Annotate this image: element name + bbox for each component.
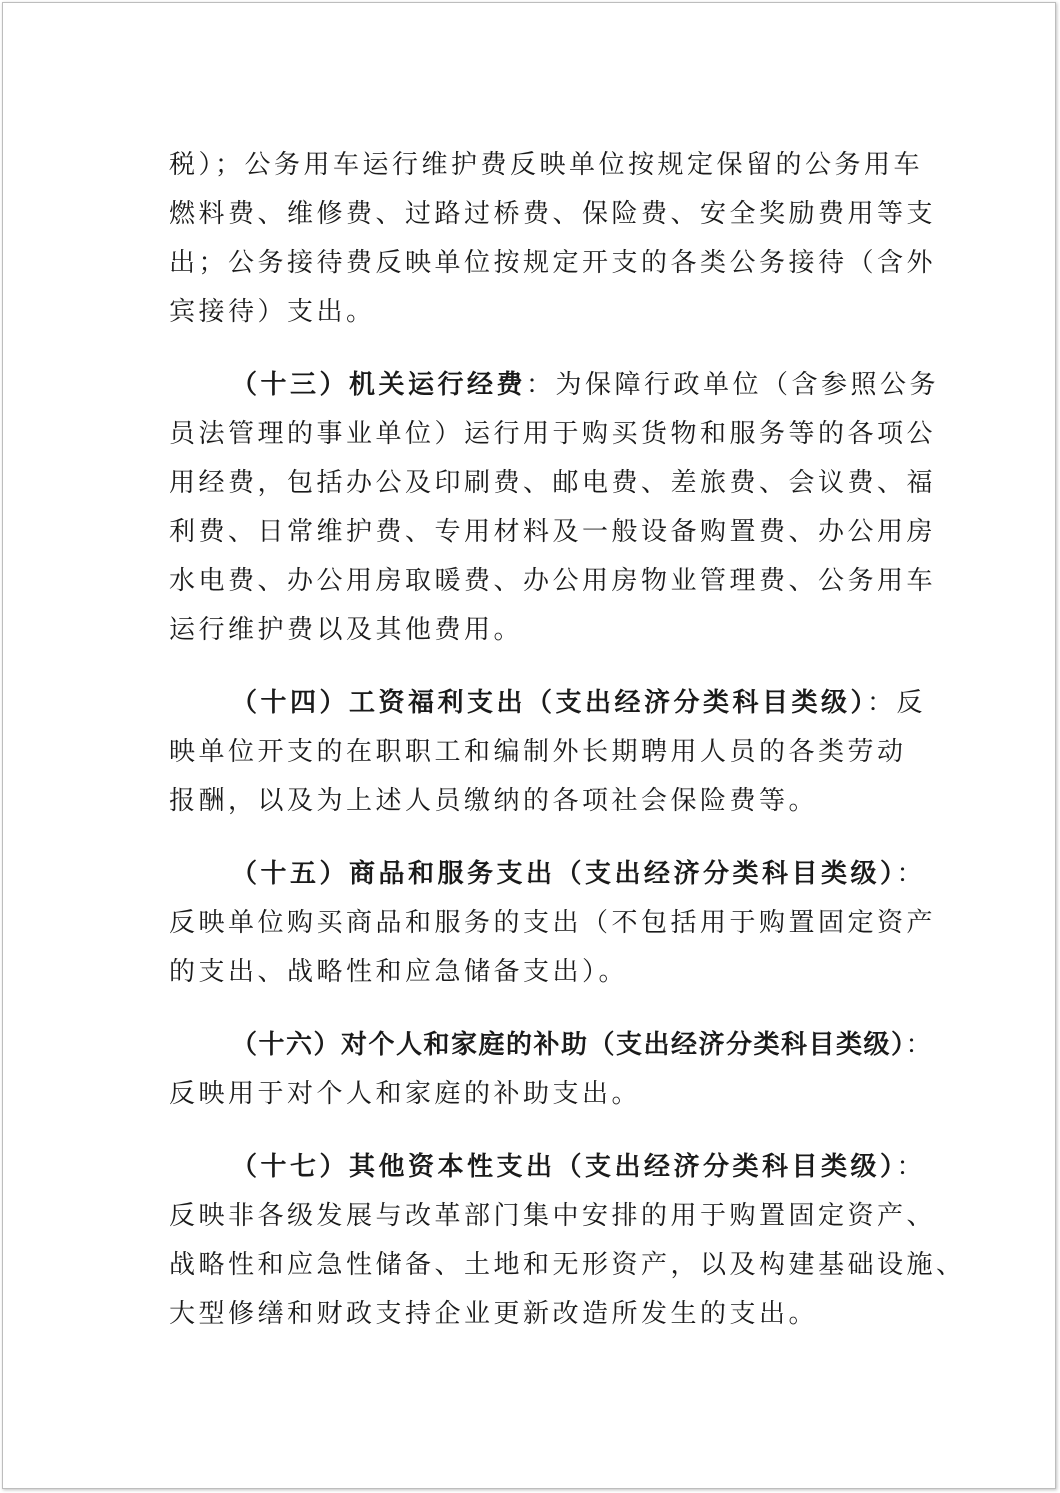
section-first-line [169, 1143, 927, 1192]
text-line: 战略性和应急性储备、土地和无形资产，以及构建基础设施、 [169, 1250, 966, 1280]
text-line: 税）；公务用车运行维护费反映单位按规定保留的公务用车 [169, 150, 924, 180]
section-heading: （十四）工资福利支出（支出经济分类科目类级） [231, 688, 868, 718]
text-line: 员法管理的事业单位）运行用于购买货物和服务等的各项公 [169, 419, 937, 449]
text-line: 反映非各级发展与改革部门集中安排的用于购置固定资产、 [169, 1201, 937, 1231]
section-first-line-text: ：反 [867, 688, 927, 718]
text-line: 宾接待）支出。 [169, 297, 376, 327]
text-line: 燃料费、维修费、过路过桥费、保险费、安全奖励费用等支 [169, 199, 937, 229]
paragraph-section-15 [169, 850, 937, 997]
document-page [2, 2, 1056, 1489]
text-line: 报酬，以及为上述人员缴纳的各项社会保险费等。 [169, 786, 819, 816]
text-line: 运行维护费以及其他费用。 [169, 615, 524, 645]
text-line: 利费、日常维护费、专用材料及一般设备购置费、办公用房 [169, 517, 937, 547]
text-line: 出；公务接待费反映单位按规定开支的各类公务接待（含外 [169, 248, 937, 278]
section-heading: （十三）机关运行经费 [231, 370, 527, 400]
text-line: 反映单位购买商品和服务的支出（不包括用于购置固定资产 [169, 908, 937, 938]
text-line: 的支出、战略性和应急储备支出）。 [169, 957, 629, 987]
section-first-line [169, 679, 927, 728]
section-heading: （十六）对个人和家庭的补助（支出经济分类科目类级） [231, 1030, 906, 1060]
section-first-line-text: ： [896, 859, 927, 889]
section-first-line [169, 850, 927, 899]
section-first-line-text: ： [905, 1030, 934, 1060]
section-heading: （十五）商品和服务支出（支出经济分类科目类级） [231, 859, 897, 889]
section-first-line-text: ：为保障行政单位（含参照公务 [526, 370, 940, 400]
text-line: 反映用于对个人和家庭的补助支出。 [169, 1079, 642, 1109]
text-line: 用经费，包括办公及印刷费、邮电费、差旅费、会议费、福 [169, 468, 937, 498]
paragraph-section-13 [169, 361, 940, 655]
section-first-line [169, 1021, 934, 1070]
section-first-line-text: ： [896, 1152, 927, 1182]
section-first-line [169, 361, 940, 410]
document-body [169, 141, 966, 1363]
section-heading: （十七）其他资本性支出（支出经济分类科目类级） [231, 1152, 897, 1182]
text-line: 水电费、办公用房取暖费、办公用房物业管理费、公务用车 [169, 566, 937, 596]
text-line: 映单位开支的在职职工和编制外长期聘用人员的各类劳动 [169, 737, 907, 767]
paragraph-section-16 [169, 1021, 934, 1119]
paragraph-section-17 [169, 1143, 966, 1339]
paragraph-section-14 [169, 679, 927, 826]
text-line: 大型修缮和财政支持企业更新改造所发生的支出。 [169, 1299, 819, 1329]
paragraph-continuation [169, 141, 937, 337]
